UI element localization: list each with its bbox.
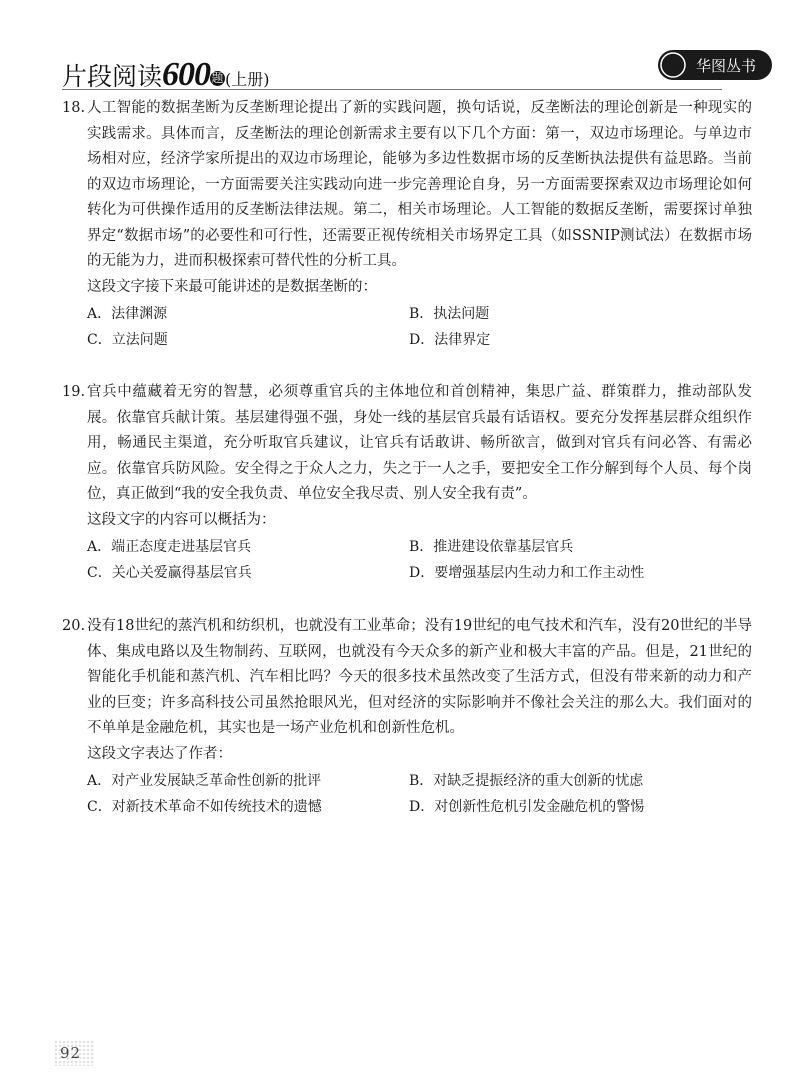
- question-number: 19.: [62, 384, 86, 400]
- book-title-volume: (上册): [225, 70, 270, 89]
- book-title-badge: 题: [211, 71, 224, 85]
- question-number: 18.: [62, 100, 86, 116]
- option-b[interactable]: B．推进建设依靠基层官兵: [409, 539, 574, 555]
- option-c[interactable]: C．立法问题: [87, 331, 168, 348]
- publisher-logo-text: 华图丛书: [695, 57, 757, 75]
- question-number: 20.: [62, 618, 86, 634]
- option-c[interactable]: C．关心关爱赢得基层官兵: [87, 564, 252, 581]
- option-d[interactable]: D．对创新性危机引发金融危机的警惕: [409, 798, 645, 815]
- option-d[interactable]: D．要增强基层内生动力和工作主动性: [409, 564, 645, 581]
- question-passage: 官兵中蕴藏着无穷的智慧，必须尊重官兵的主体地位和首创精神，集思广益、群策群力，推动部队发展。依靠官兵献计策。基层建得强不强，身处一线的基层官兵最有话语权。要充分发挥基层群众组织作用，畅通民主渠道，充分听取官兵建议，让官兵有话敢讲、畅所欲言，做到对官兵有问必答、有需必应。依靠官兵防风险。安全得之于众人之力，失之于一人之手，要把安全工作分解到每个人员、每个岗位，真正做到“我的安全我负责、单位安全我尽责、别人安全我有责”。: [87, 384, 752, 502]
- question-prompt: 这段文字接下来最可能讲述的是数据垄断的：: [87, 278, 377, 295]
- option-b[interactable]: B．执法问题: [409, 306, 490, 322]
- option-d[interactable]: D．法律界定: [409, 331, 491, 348]
- answer-options: [87, 535, 752, 586]
- page-header: [62, 46, 774, 93]
- page-number: 92: [60, 1044, 82, 1062]
- option-a[interactable]: A．端正态度走进基层官兵: [87, 539, 252, 555]
- question-prompt: 这段文字表达了作者：: [87, 745, 232, 762]
- question-passage: 人工智能的数据垄断为反垄断理论提出了新的实践问题，换句话说，反垄断法的理论创新是一种现实的实践需求。具体而言，反垄断法的理论创新需求主要有以下几个方面：第一，双边市场理论。与单边市场相对应，经济学家所提出的双边市场理论，能够为多边性数据市场的反垄断执法提供有益思路。当前的双边市场理论，一方面需要关注实践动向进一步完善理论自身，另一方面需要探索双边市场理论如何转化为可供操作适用的反垄断法律法规。第二，相关市场理论。人工智能的数据反垄断，需要探讨单独界定“数据市场”的必要性和可行性，还需要正视传统相关市场界定工具（如SSNIP测试法）在数据市场的无能为力，进而积极探索可替代性的分析工具。: [87, 100, 752, 269]
- question-passage: 没有18世纪的蒸汽机和纺织机，也就没有工业革命；没有19世纪的电气技术和汽车，没有20世纪的半导体、集成电路以及生物制药、互联网，也就没有今天众多的新产业和极大丰富的产品。但是，21世纪的智能化手机能和蒸汽机、汽车相比吗？今天的很多技术虽然改变了生活方式，但没有带来新的动力和产业的巨变；许多高科技公司虽然抢眼风光，但对经济的实际影响并不像社会关注的那么大。我们面对的不单单是金融危机，其实也是一场产业危机和创新性危机。: [87, 618, 752, 736]
- option-a[interactable]: A．对产业发展缺乏革命性创新的批评: [87, 773, 322, 789]
- question-19: [62, 380, 752, 586]
- answer-options: [87, 302, 752, 353]
- question-prompt: 这段文字的内容可以概括为：: [87, 511, 276, 528]
- book-title-number: 600: [162, 56, 211, 93]
- book-title-prefix: 片段阅读: [62, 62, 163, 91]
- question-20: [62, 614, 752, 820]
- option-c[interactable]: C．对新技术革命不如传统技术的遗憾: [87, 798, 322, 815]
- option-a[interactable]: A．法律渊源: [87, 306, 168, 322]
- answer-options: [87, 769, 752, 820]
- option-b[interactable]: B．对缺乏提振经济的重大创新的忧虑: [409, 773, 644, 789]
- header-divider: [62, 89, 722, 90]
- publisher-logo: [656, 46, 774, 84]
- question-18: [62, 96, 752, 353]
